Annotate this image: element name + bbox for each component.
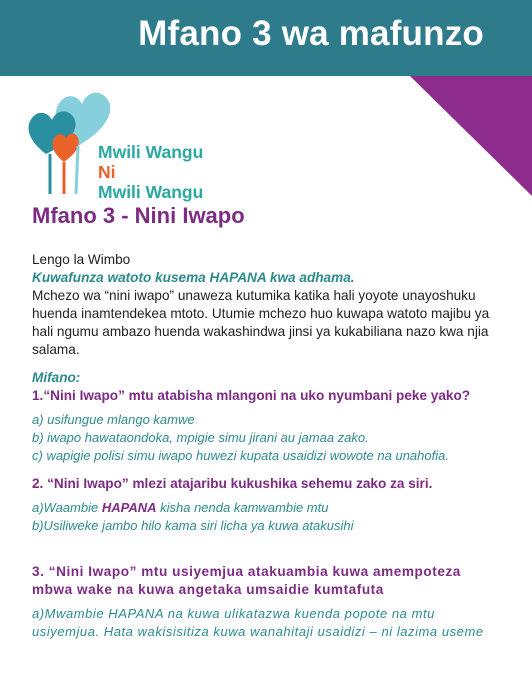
logo-line-2: Ni — [98, 162, 116, 182]
page-title: Mfano 3 - Nini Iwapo — [32, 203, 245, 228]
answer-2a-pre: a)Waambie — [32, 500, 102, 515]
goal-subtitle: Kuwafunza watoto kusema HAPANA kwa adhama. — [32, 270, 355, 285]
answer-3a: a)Mwambie HAPANA na kuwa ulikatazwa kuenda popote na mtu usiyemjua. Hata wakisisitiza kuwa wanahitaji usaidizi – ni lazima useme — [32, 606, 484, 639]
question-1: 1.“Nini Iwapo” mtu atabisha mlangoni na uko nyumbani peke yako? — [32, 388, 471, 403]
logo-text — [98, 142, 203, 202]
answer-2a — [32, 499, 502, 517]
answer-1b: b) iwapo hawataondoka, mpigie simu jirani au jamaa zako. — [32, 430, 369, 445]
answer-2a-hapana: HAPANA — [101, 500, 157, 515]
question-3: 3. “Nini Iwapo” mtu usiyemjua atakuambia kuwa amempoteza mbwa wake na kuwa angetaka umsaidie kumtafuta — [32, 564, 461, 597]
answer-1a: a) usifungue mlango kamwe — [32, 412, 195, 427]
answer-1c: c) wapigie polisi simu iwapo huwezi kupata usaidizi wowote na unahofia. — [32, 448, 449, 463]
content — [32, 251, 502, 641]
header-title: Mfano 3 wa mafunzo — [138, 14, 484, 53]
logo-line-1: Mwili Wangu — [98, 142, 204, 162]
logo-line-3: Mwili Wangu — [98, 182, 204, 202]
answer-2b: b)Usiliweke jambo hilo kama siri licha ya kuwa atakusihi — [32, 518, 354, 533]
goal-body: Mchezo wa “nini iwapo” unaweza kutumika katika hali yoyote unayoshuku huenda inamtendekea mtoto. Utumie mchezo huo kuwapa watoto majibu ya hali ngumu ambazo huenda wakashindwa jinsi ya kukabiliana nazo kwa njia salama. — [32, 288, 490, 357]
examples-heading: Mifano: — [32, 370, 81, 385]
answer-2a-post: kisha nenda kamwambie mtu — [156, 500, 329, 515]
page-header — [0, 0, 532, 76]
question-2: 2. “Nini Iwapo” mlezi atajaribu kukushika sehemu zako za siri. — [32, 476, 433, 491]
goal-heading: Lengo la Wimbo — [32, 252, 131, 267]
